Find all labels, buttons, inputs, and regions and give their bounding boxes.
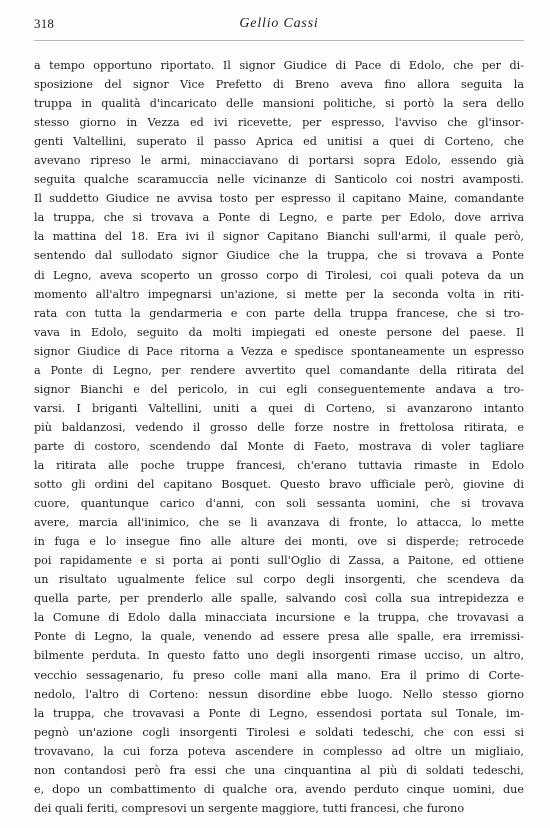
text-line: vava in Edolo, seguito da molti impiegati ed oneste persone del paese. Il — [34, 325, 524, 339]
text-line: non contandosi però fra essi che una cinquantina al più di soldati tedeschi, — [34, 763, 524, 777]
text-line: di Legno, aveva scoperto un grosso corpo di Tirolesi, coi quali poteva da un — [34, 268, 524, 282]
text-line: avere, marcia all'inimico, che se li avanzava di fronte, lo attacca, lo mette — [34, 516, 524, 530]
text-line: più baldanzosi, vedendo il grosso delle forze nostre in frettolosa ritirata, e — [34, 420, 524, 434]
text-line: sentendo dal sullodato signor Giudice che la truppa, che si trovava a Ponte — [34, 249, 524, 263]
text-line: a tempo opportuno riportato. Il signor Giudice di Pace di Edolo, che per di- — [34, 59, 524, 72]
text-line: seguita qualche scaramuccia nelle vicinanze di Santicolo coi nostri avamposti. — [34, 173, 524, 187]
text-line: un risultato ugualmente felice sul corpo degli insorgenti, che scendeva da — [34, 573, 524, 587]
running-header — [34, 16, 524, 38]
text-line: Il suddetto Giudice ne avvisa tosto per espresso il capitano Maine, comandante — [34, 192, 524, 206]
text-line: la truppa, che trovavasi a Ponte di Legno, essendosi portata sul Tonale, im- — [34, 706, 524, 720]
text-line: Ponte di Legno, la quale, venendo ad essere presa alle spalle, era irremissi- — [34, 630, 524, 644]
text-line: pegnò un'azione cogli insorgenti Tirolesi e soldati tedeschi, che con essi si — [34, 725, 524, 739]
running-title: Gellio Cassi — [239, 16, 319, 31]
text-line: la mattina del 18. Era ivi il signor Capitano Bianchi sull'armi, il quale però, — [34, 230, 524, 244]
text-line: genti Valtellini, superato il passo Aprica ed unitisi a quei di Corteno, che — [34, 135, 524, 149]
text-line: signor Giudice di Pace ritorna a Vezza e spedisce spontaneamente un espresso — [34, 344, 524, 358]
text-line: varsi. I briganti Valtellini, uniti a quei di Corteno, si avanzarono intanto — [34, 401, 524, 415]
text-line: nedolo, l'altro di Corteno: nessun disordine ebbe luogo. Nello stesso giorno — [34, 687, 524, 701]
text-line: dei quali feriti, compresovi un sergente maggiore, tutti francesi, che furono — [34, 801, 465, 815]
text-line: signor Bianchi e del pericolo, in cui egli conseguentemente andava a tro- — [34, 382, 524, 396]
text-line: truppa in qualità d'incaricato delle mansioni politiche, si portò la sera dello — [34, 97, 524, 111]
header-divider — [34, 40, 524, 41]
text-line: e, dopo un combattimento di qualche ora, avendo perduto cinque uomini, due — [34, 782, 524, 796]
text-line: la Comune di Edolo dalla minacciata incursione e la truppa, che trovavasi a — [34, 611, 524, 625]
text-line: avevano ripreso le armi, minacciavano di portarsi sopra Edolo, essendo già — [34, 154, 524, 168]
text-line: rata con tutta la gendarmeria e con parte della truppa francese, che si tro- — [34, 306, 524, 320]
text-line: a Ponte di Legno, per rendere avvertito quel comandante della ritirata del — [34, 363, 524, 377]
text-line: parte di costoro, scendendo dal Monte di Faeto, mostrava di voler tagliare — [34, 439, 524, 453]
body-text — [34, 56, 524, 818]
text-line: sotto gli ordini del capitano Bosquet. Questo bravo ufficiale però, giovine di — [34, 478, 524, 492]
text-line: poi rapidamente e si porta ai ponti sull'Oglio di Zassa, a Paitone, ed ottiene — [34, 554, 524, 568]
text-line: momento all'altro impegnarsi un'azione, si mette per la seconda volta in riti- — [34, 287, 524, 301]
text-line: trovavano, la cui forza poteva ascendere in complesso ad oltre un migliaio, — [34, 744, 524, 758]
text-line: bilmente perduta. In questo fatto uno degli insorgenti rimase ucciso, un altro, — [34, 649, 524, 663]
page-number: 318 — [34, 16, 55, 31]
text-line: stesso giorno in Vezza ed ivi ricevette, per espresso, l'avviso che gl'insor- — [34, 116, 524, 130]
text-line: in fuga e lo insegue fino alle alture dei monti, ove si disperde; retrocede — [34, 535, 524, 549]
text-line: sposizione del signor Vice Prefetto di Breno aveva fino allora seguita la — [34, 78, 524, 92]
text-line: la truppa, che si trovava a Ponte di Legno, e parte per Edolo, dove arriva — [34, 211, 524, 225]
text-line: cuore, quantunque carico d'anni, con soli sessanta uomini, che si trovava — [34, 497, 524, 511]
text-line: vecchio sessagenario, fu preso colle mani alla mano. Era il primo di Corte- — [34, 668, 524, 682]
text-line: quella parte, per prenderlo alle spalle, salvando così colla sua intrepidezza e — [34, 592, 524, 606]
text-line: la ritirata alle poche truppe francesi, ch'erano tuttavia rimaste in Edolo — [34, 458, 524, 472]
